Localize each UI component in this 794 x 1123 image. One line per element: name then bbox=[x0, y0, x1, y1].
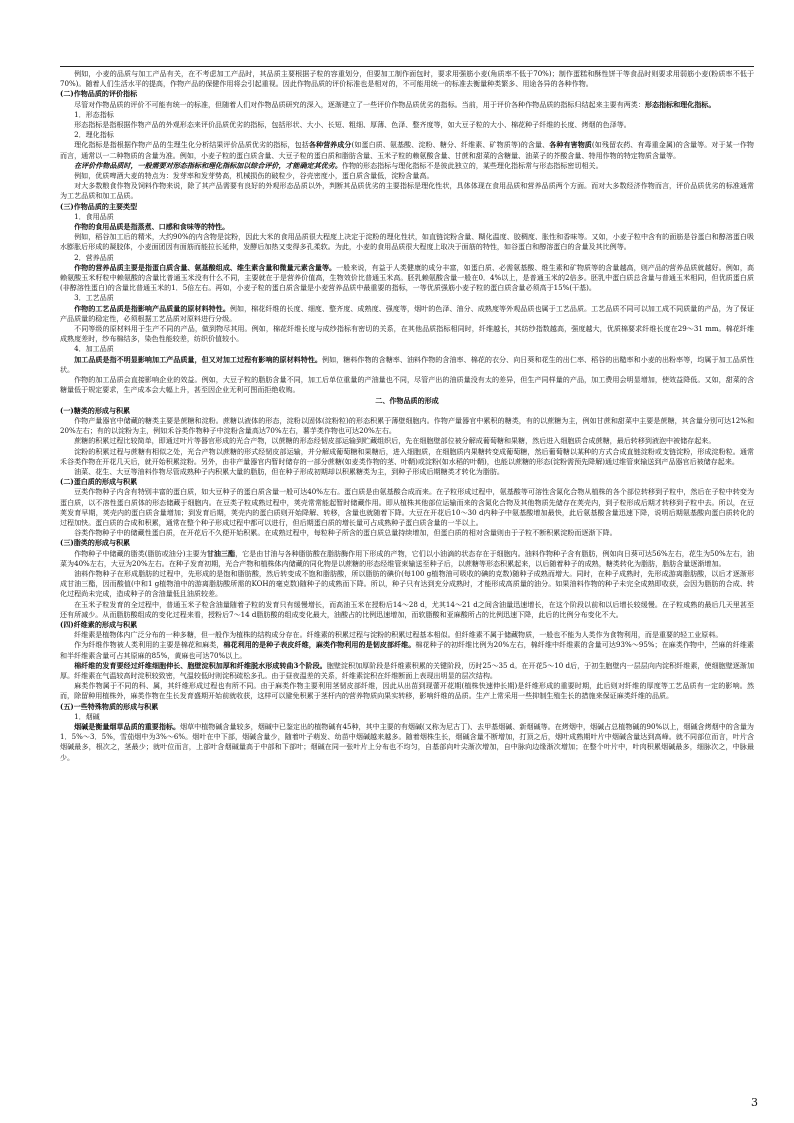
paragraph-eating-quality: 例如，稻谷加工后的精米，大约90%的内含物是淀粉，因此大米的食用品质很大程度上决定于淀粉的理化性状，如直链淀粉含量、糊化温度、胶稠度、胀性和香味等。又如，小麦子粒中含有的面筋是谷蛋白和醇溶蛋白吸水膨胀后形成的凝胶体，小麦面团因有面筋而能拉长延伸，发酵后加热又变得多孔柔软。为此，小麦的食用品质很大程度上取决于面筋的特性，如谷蛋白和醇溶蛋白的含量及其比例等。 bbox=[60, 232, 754, 252]
paragraph-bast-fiber: 麻类作物属于不同的科、属，其纤维形成过程也有所不同。由于麻类作物主要利用茎韧皮部纤维，因此从出苗到现蕾开花期(植株快速伸长期)是纤维形成的重要时期，此后则对纤维的厚度等工艺品质有一定的影响。然而，除留种用植株外，麻类作物在生长发育盛期开始前就收获，这样可以避免积累于茎杆内的营养物质向果实转移，影响纤维的品质。生产上常采用一些抑制生殖生长的措施来保证麻类纤维的品质。 bbox=[60, 681, 754, 701]
heading-cellulose-formation: (四)纤维素的形成与积累 bbox=[60, 619, 138, 629]
heading-quality-types: (三)作物品质的主要类型 bbox=[60, 201, 138, 211]
paragraph-process-quality: 作物的工艺品质是指影响产品质量的原材料特性。例如，棉花纤维的长度、细度、整齐度、成熟度、强度等，烟叶的色泽、油分、成熟度等外观品质也属于工艺品质。工艺品质不同可以加工成不同质量的产品，为了保证产品质量的稳定性，必须根据工艺品质对原料进行分级。 bbox=[60, 303, 754, 323]
paragraph-fatty-acids: 油料作物种子在形成脂肪的过程中，先形成的是饱和脂肪酸，然后转变成不饱和脂肪酸，所以脂肪的碘价(每100 g植物油可吸收的碘的克数)随种子成熟而增大。同时，在种子成熟时，先形成游离脂肪酸，以后才逐渐形成甘油三酯，因而酸值(中和1 g植物油中的游离脂肪酸所需的KOH的毫克数)随种子的成熟而下降。所以，种子只有达到充分成熟时，才能形成高质量的油分。如果油料作物的种子未完全成熟即收获，会因为脂肪的合成、转化过程尚未完成，造成种子的含油量低且油质较差。 bbox=[60, 568, 754, 599]
paragraph-fiber-crops: 作为纤维作物被人类利用的主要是棉花和麻类，棉花利用的是种子表皮纤维，麻类作物利用的是韧皮部纤维。棉花种子的初纤维比例为20%左右，棉纤维中纤维素的含量可达93%～95%；在麻类作物中，苎麻的纤维素和半纤维素含量可占其原麻的85%，黄麻也可达70%以上。 bbox=[60, 640, 754, 660]
paragraph-sugar-storage: 作物产量器官中储藏的糖类主要是蔗糖和淀粉。蔗糖以液体的形态，淀粉以固体(淀粉粒)的形态积累于薄壁细胞内。作物产量器官中累积的糖类，有的以蔗糖为主，例如甘蔗和甜菜中主要是蔗糖，其含量分别可达12%和20%左右；有的以淀粉为主，例如禾谷类作物种子中淀粉含量高达70%左右，薯芋类作物也可达20%左右。 bbox=[60, 415, 754, 436]
paragraph-corn-oil: 在玉米子粒发育的全过程中，普通玉米子粒含油量随着子粒的发育只有缓慢增长，而高油玉米在授粉后14～28 d，尤其14～21 d之间含油量迅速增长，在这个阶段以前和以后增长较缓慢。在子粒成熟的最后几天里甚至还有所减少。从而脂肪酸组成的变化过程来看，授粉后7～14 d脂肪酸的组成变化最大，油酸占的比例迅速增加，而软脂酸和亚麻酸所占的比例迅速下降，此后的比例分布变化不大。 bbox=[60, 599, 754, 619]
heading-protein-formation: (二)蛋白质的形成与积累 bbox=[60, 477, 138, 487]
paragraph-morphology-index: 形态指标是指根据作物产品的外观形态来评价品质优劣的指标，包括形状、大小、长短、粗细、厚薄、色泽、整齐度等，如大豆子粒的大小、棉花种子纤维的长度、烤烟的色泽等。 bbox=[74, 120, 631, 130]
paragraph-lipid-storage: 作物种子中储藏的脂类(脂肪或油分)主要为甘油三酯，它是由甘油与各种脂肪酸在脂肪酶作用下形成的产物，它们以小油滴的状态存在于细胞内。油料作物种子含有脂肪，例如向日葵可达56%左右，花生为50%左右，油菜为40%左右，大豆为20%左右。在种子发育初期，光合产物和植株体内储藏的同化物是以蔗糖的形态经维管束输送至种子后，以蔗糖等形态积累起来，以后随着种子的成熟，糖类转化为脂肪，脂肪含量逐渐增加。 bbox=[60, 548, 754, 568]
paragraph-sucrose-accumulation: 蔗糖的积累过程比较简单，即通过叶片等器官形成的光合产物，以蔗糖的形态经韧皮部运输到贮藏组织后，先在细胞壁部位被分解成葡萄糖和果糖，然后进入细胞质合成蔗糖，最后转移到液泡中被储存起来。 bbox=[74, 436, 716, 446]
subheading-eating-quality: 1．食用品质 bbox=[74, 211, 114, 221]
paragraph-intro-wheat: 例如，小麦的品质与加工产品有关，在不考虑加工产品时，其品质主要根据子粒的容重划分，但要加工制作面包时，要求用强筋小麦(角质率不低于70%)；制作蛋糕和酥性饼干等食品时则要求用弱筋小麦(粉质率不低于70%)。随着人们生活水平的提高，作物产品的保健作用将会引起重视。因此作物品质的评价标准也是相对的，不可能用统一的标准去衡量种类繁多、用途各异的各种作物。 bbox=[60, 69, 754, 89]
paragraph-legume-protein: 豆类作物种子内含有特别丰富的蛋白质，如大豆种子的蛋白质含量一般可达40%左右。蛋白质是由氨基酸合成而来。在子粒形成过程中，氨基酸等可溶性含氮化合物从植株的各个部位转移到子粒中，然后在子粒中转变为蛋白质，以不溶性蛋白质体的形态储藏于细胞内。在豆类子粒成熟过程中，荚壳常常能起暂时储藏作用。即从植株其他部位运输而来的含氮化合物及其他物质先储存在荚壳内，到子粒形成后期才转移到子粒中去。所以，在豆荚发育早期，荚壳内的蛋白质含量增加；到发育后期，荚壳内的蛋白质则开始降解、转移，含量也就随着下降。大豆在开花后10～30 d内种子中氨基酸增加最快，此后氨基酸含量迅速下降，说明后期氨基酸向蛋白质转化的过程加快。蛋白质的合成和积累，通常在整个种子形成过程中都可以进行，但后期蛋白质的增长量可占成熟种子蛋白质含量的一半以上。 bbox=[60, 487, 754, 527]
header-rule bbox=[60, 66, 754, 67]
paragraph-starch-accumulation: 淀粉的积累过程与蔗糖有相似之处，光合产物以蔗糖的形式经韧皮部运输，并分解成葡萄糖和果糖后，进入细胞质，在细胞质内果糖转变成葡萄糖，然后葡萄糖以某种的方式合成直链淀粉或支链淀粉，形成淀粉粒。通常禾谷类作物在开花几天后，就开始积累淀粉。另外，由非产量器官内暂时储存的一部分蔗糖(如麦类作物的茎、叶鞘)或淀粉(如水稻的叶鞘)，也能以蔗糖的形态(淀粉需预先降解)通过维管束输送到产品器官后被储存起来。 bbox=[60, 446, 754, 466]
paragraph-processing-quality: 加工品质是指不明显影响加工产品质量，但又对加工过程有影响的原材料特性。例如，糖料作物的含糖率、油料作物的含油率、棉花的衣分、向日葵和花生的出仁率、稻谷的出糙率和小麦的出粉率等，均属于加工品质性状。 bbox=[60, 354, 754, 374]
paragraph-indicators-intro: 尽管对作物品质的评价不可能有统一的标准，但随着人们对作物品质研究的深入，逐渐建立了一些评价作物品质优劣的指标。当前，用于评价各种作物品质的指标归结起来主要有两类：形态指标和理化指标。 bbox=[74, 99, 716, 109]
subheading-process-quality: 3．工艺品质 bbox=[74, 293, 114, 303]
subheading-processing-quality: 4．加工品质 bbox=[74, 344, 114, 354]
subheading-nutrition-quality: 2．营养品质 bbox=[74, 252, 114, 262]
paragraph-nicotine: 烟碱是衡量烟草品质的重要指标。烟草中植物碱含量较多，烟碱中已鉴定出的植物碱有45种，其中主要的有烟碱(又称为尼古丁)、去甲基烟碱、新烟碱等。在烤烟中，烟碱占总植物碱的90%以上，烟碱含烤烟中的含量为1．5%～3．5%，雪茄烟中为3%～6%。烟叶在中下部，烟碱含量少，随着叶子萌发、幼苗中烟碱越来越多。随着烟株生长，烟碱含量不断增加，打顶之后，烟叶成熟期叶片中烟碱含量达到高峰。就不同部位而言，叶片含烟碱最多，根次之，茎最少；就叶位而言，上部叶含烟碱量高于中部和下部叶；烟碱在同一张叶片上分布也不均匀，自基部向叶尖渐次增加，自中脉向边缘渐次增加；在整个叶片中，叶肉积累烟碱最多，细脉次之，中脉最少。 bbox=[60, 722, 754, 762]
paragraph-combined-evaluation: 在评价作物品质时，一般需要对形态指标和理化指标加以综合评价，才能确定其优劣。作物的形态指标与理化指标不是彼此独立的，某些理化指标常与形态指标密切相关。 bbox=[74, 160, 603, 170]
page-number: 3 bbox=[751, 1096, 758, 1109]
section-title-quality-formation: 二、作物品质的形成 bbox=[375, 395, 439, 405]
paragraph-nutrition-quality: 作物的营养品质主要是指蛋白质含量、氨基酸组成、维生素含量和微量元素含量等。一般来说，有益于人类健康的成分丰富，如蛋白质、必需氨基酸、维生素和矿物质等的含量越高，则产品的营养品质就越好。例如，高赖氨酸玉米籽粒中赖氨酸的含量比普通玉米没有什么不同，主要就在于是营养价值高，生物效价比普通玉米高。胚乳赖氨酸含量一般在0．4%以上，是普通玉米的2倍多。胚乳中蛋白质总含量与普通玉米相同，但优质蛋白质(非醇溶性蛋白)的含量比普通玉米的1．5倍左右。再如，小麦子粒的蛋白质含量是小麦营养品质中最重要的指标，一等优质强筋小麦子粒的蛋白质含量必须高于15%(干基)。 bbox=[60, 262, 754, 293]
paragraph-cereal-protein: 谷类作物种子中的储藏性蛋白质，在开花后不久便开始积累。在成熟过程中，每粒种子所含的蛋白质总量持续增加，但蛋白质的相对含量则由于子粒不断积累淀粉而逐渐下降。 bbox=[74, 528, 617, 538]
paragraph-oilseed-sugars: 油菜、花生、大豆等油料作物尽管成熟种子内积累大量的脂肪，但在种子形成初期却以积累糖类为主，到种子形成后期糖类才转化为脂肪。 bbox=[74, 466, 504, 476]
heading-special-substances: (五)一些特殊物质的形成与积累 bbox=[60, 701, 159, 711]
paragraph-grain-crops: 对大多数粮食作物及饲料作物来说，除了其产品需要有良好的外观形态品质以外，判断其品质优劣的主要指标是理化性状，具体体现在食用品质和营养品质两个方面。而对大多数经济作物而言，评价品质优劣的标准通常为工艺品质和加工品质。 bbox=[60, 181, 754, 201]
paragraph-raw-material-grades: 不同等级的原材料用于生产不同的产品，做到物尽其用。例如，棉花纤维长度与成纱指标有密切的关系，在其他品质指标相同时，纤维越长，其纺纱指数越高，强度越大，优质棉要求纤维长度在29～31 mm。棉花纤维成熟度差时，纱布棉结多，染色性能较差，纺织价值较小。 bbox=[60, 324, 754, 344]
heading-lipid-formation: (三)脂类的形成与积累 bbox=[60, 538, 131, 548]
subheading-nicotine: 1．烟碱 bbox=[74, 711, 100, 721]
paragraph-cotton-fiber-stages: 棉纤维的发育要经过纤维细胞伸长、胞壁淀积加厚和纤维脱水形成转曲3个阶段。胞壁淀积加厚阶段是纤维素积累的关键阶段，历时25～35 d。在开花5～10 d后，于初生胞壁内一层层向内淀积纤维素，使细胞壁逐渐加厚。纤维素在气温较高时淀积较致密，气温较低时则淀积疏松多孔。由于昼夜温差的关系，纤维素淀积在纤维断面上表现出明显的层次结构。 bbox=[60, 660, 755, 680]
subheading-physchem-index: 2．理化指标 bbox=[74, 130, 114, 140]
heading-sugar-formation: (一)糖类的形成与积累 bbox=[60, 405, 131, 415]
definition-eating-quality: 作物的食用品质是指蒸煮、口感和食味等的特性。 bbox=[74, 222, 230, 232]
paragraph-barley-example: 例如，优质啤酒大麦的特点为：发芽率和发芽势高，机械损伤的破粒少，谷壳密度小，蛋白质含量低，淀粉含量高。 bbox=[74, 171, 434, 181]
heading-quality-indicators: (二)作物品质的评价指标 bbox=[60, 89, 138, 99]
subheading-morphology-index: 1．形态指标 bbox=[74, 109, 114, 119]
paragraph-cellulose-intro: 纤维素是植物体内广泛分布的一种多糖，但一般作为植株的结构成分存在。纤维素的积累过程与淀粉的积累过程基本相似。但纤维素不属于储藏物质，一般也不能为人类作为食物利用，而是重要的轻工业原料。 bbox=[74, 630, 723, 640]
paragraph-physchem-index: 理化指标是指根据作物产品的生理生化分析结果评价品质优劣的指标，包括各种营养成分(如蛋白质、氨基酸、淀粉、糖分、纤维素、矿物质等)的含量、各种有害物质(如残留农药、有毒重金属)的含量等。对于某一作物而言，通常以一二种物质的含量为准。例如，小麦子粒的蛋白质含量、大豆子粒的蛋白质和脂肪含量、玉米子粒的赖氨酸含量、甘蔗和甜菜的含糖量、油菜子的芥酸含量、特用作物的特定物质含量等。 bbox=[60, 140, 754, 160]
document-body bbox=[60, 69, 754, 763]
paragraph-processing-benefit: 作物的加工品质会直接影响企业的效益。例如，大豆子粒的脂肪含量不同，加工后单位重量的产油量也不同，尽管产出的油质量没有太的差异，但生产同样量的产品，加工费用会明显增加，使效益降低。又如，甜菜的含糖量低于规定要求，生产成本会大幅上升，甚至因企业无利可图而拒绝收购。 bbox=[60, 375, 754, 395]
